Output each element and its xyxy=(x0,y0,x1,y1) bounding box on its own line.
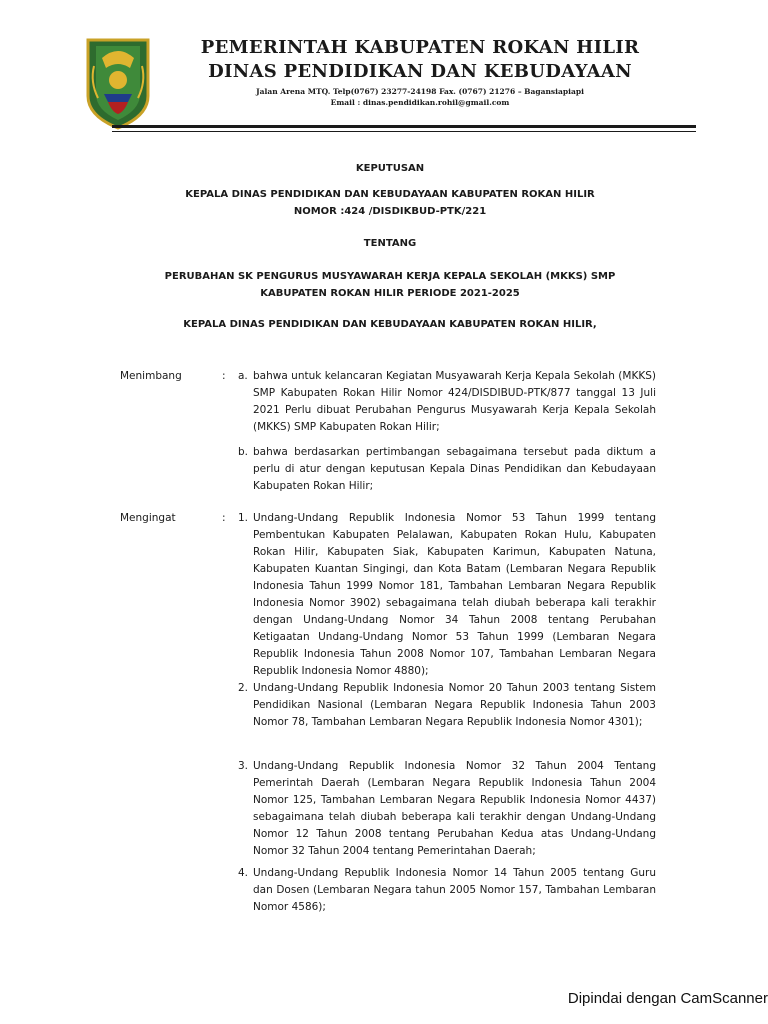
menimbang-item xyxy=(238,368,656,436)
menimbang-item xyxy=(238,444,656,495)
item-text: Undang-Undang Republik Indonesia Nomor 14 Tahun 2005 tentang Guru dan Dosen (Lembaran Negara tahun 2005 Nomor 157, Tambahan Lembaran Nomor 4586); xyxy=(253,867,656,913)
decree-issuer: KEPALA DINAS PENDIDIKAN DAN KEBUDAYAAN KABUPATEN ROKAN HILIR xyxy=(185,189,595,200)
letterhead-divider-thick xyxy=(112,125,696,128)
regency-emblem-icon xyxy=(84,36,152,130)
decree-official: KEPALA DINAS PENDIDIKAN DAN KEBUDAYAAN KABUPATEN ROKAN HILIR, xyxy=(183,319,597,330)
decree-tentang: TENTANG xyxy=(363,238,417,249)
mengingat-colon: : xyxy=(222,512,226,524)
item-number: b. xyxy=(238,446,249,458)
decree-subject-line2: KABUPATEN ROKAN HILIR PERIODE 2021-2025 xyxy=(260,288,520,299)
item-number: 2. xyxy=(238,682,249,694)
letterhead-divider-thin xyxy=(112,131,696,132)
mengingat-label: Mengingat xyxy=(120,512,176,524)
item-text: Undang-Undang Republik Indonesia Nomor 32 Tahun 2004 Tentang Pemerintah Daerah (Lembaran Negara Republik Indonesia Tahun 2004 Nomor 125, Tambahan Lembaran Negara Republik Indonesia Nomor 4437) sebagaimana telah diubah beberapa kali terakhir dengan Undang-Undang Nomor 12 Tahun 2008 tentang Perubahan Kedua atas Undang-Undang Nomor 32 Tahun 2004 tentang Pemerintahan Daerah; xyxy=(253,760,656,857)
item-text: bahwa untuk kelancaran Kegiatan Musyawarah Kerja Kepala Sekolah (MKKS) SMP Kabupaten Rokan Hilir Nomor 424/DISDIBUD-PTK/877 tanggal 13 Juli 2021 Perlu dibuat Perubahan Pengurus Musyawarah Kerja Kepala Sekolah (MKKS) SMP Kabupaten Rokan Hilir; xyxy=(253,370,656,433)
letterhead-government: PEMERINTAH KABUPATEN ROKAN HILIR xyxy=(200,37,640,58)
decree-title: KEPUTUSAN xyxy=(355,163,425,174)
item-number: 4. xyxy=(238,867,249,879)
letterhead xyxy=(160,36,680,108)
menimbang-label: Menimbang xyxy=(120,370,182,382)
mengingat-item xyxy=(238,865,656,916)
decree-subject-line1: PERUBAHAN SK PENGURUS MUSYAWARAH KERJA KEPALA SEKOLAH (MKKS) SMP xyxy=(164,271,616,282)
mengingat-item xyxy=(238,510,656,680)
camscanner-watermark: Dipindai dengan CamScanner xyxy=(567,990,768,1007)
letterhead-email: Email : dinas.pendidikan.rohil@gmail.com xyxy=(330,98,510,107)
item-text: Undang-Undang Republik Indonesia Nomor 20 Tahun 2003 tentang Sistem Pendidikan Nasional (Lembaran Negara Republik Indonesia Tahun 2003 Nomor 78, Tambahan Lembaran Negara Republik Indonesia Nomor 4301); xyxy=(253,682,656,728)
mengingat-item xyxy=(238,680,656,731)
letterhead-department: DINAS PENDIDIKAN DAN KEBUDAYAAN xyxy=(208,61,632,82)
decree-number: NOMOR :424 /DISDIKBUD-PTK/221 xyxy=(293,206,487,217)
mengingat-item xyxy=(238,758,656,860)
item-number: a. xyxy=(238,370,248,382)
item-text: Undang-Undang Republik Indonesia Nomor 53 Tahun 1999 tentang Pembentukan Kabupaten Pelalawan, Kabupaten Rokan Hulu, Kabupaten Rokan Hilir, Kabupaten Siak, Kabupaten Karimun, Kabupaten Natuna, Kabupaten Kuantan Singingi, dan Kota Batam (Lembaran Negara Republik Indonesia Tahun 1999 Nomor 181, Tambahan Lembaran Negara Republik Indonesia Nomor 3902) sebagaimana telah diubah beberapa kali terakhir dengan Undang-Undang Nomor 34 Tahun 2008 tentang Perubahan Ketigaatan Undang-Undang Nomor 53 Tahun 1999 (Lembaran Negara Republik Indonesia Tahun 2008 Nomor 107, Tambahan Lembaran Negara Republik Indonesia Nomor 4880); xyxy=(253,512,656,677)
item-number: 1. xyxy=(238,512,249,524)
menimbang-colon: : xyxy=(222,370,226,382)
letterhead-address: Jalan Arena MTQ. Telp(0767) 23277-24198 Fax. (0767) 21276 – Bagansiapiapi xyxy=(256,87,584,96)
item-number: 3. xyxy=(238,760,249,772)
item-text: bahwa berdasarkan pertimbangan sebagaimana tersebut pada diktum a perlu di atur dengan keputusan Kepala Dinas Pendidikan dan Kebudayaan Kabupaten Rokan Hilir; xyxy=(253,446,656,492)
